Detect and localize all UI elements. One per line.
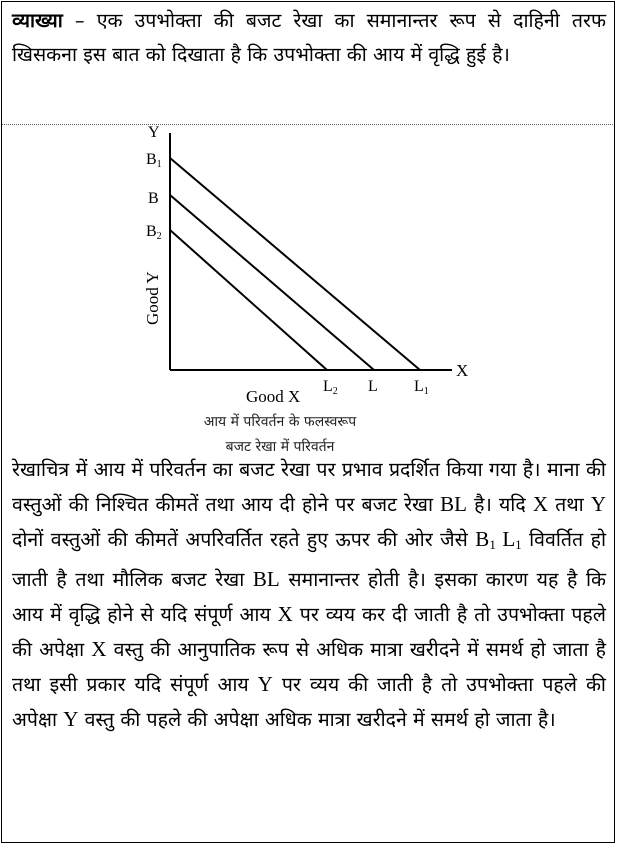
budget-line-b2l2 [170, 230, 327, 370]
intercept-l2: L2 [323, 378, 338, 397]
body-text: है। यदि [467, 493, 533, 516]
term-x: X [532, 492, 548, 516]
term-b1: B [475, 527, 490, 551]
term-b1-subscript: 1 [489, 537, 496, 552]
body-text: समानान्तर होती है। इसका कारण यह है कि आय में वृद्धि होने से यदि संपूर्ण आय [12, 568, 606, 626]
body-text: वस्तु की पहले की अपेक्षा अधिक मात्रा खरीदने में समर्थ हो जाता है। [78, 708, 556, 731]
term-y: Y [257, 672, 273, 696]
explanation-text: – एक उपभोक्ता की बजट रेखा का समानान्तर रूप से दाहिनी तरफ खिसकना इस बात को दिखाता है कि उपभोक्ता की आय में वृद्धि हुई है। [12, 9, 606, 66]
term-x: X [277, 602, 293, 626]
body-text: विवर्तित हो जाती है तथा मौलिक बजट रेखा [12, 528, 606, 591]
diagram-caption-line1: आय में परिवर्तन के फलस्वरूप [203, 414, 357, 430]
body-text: पर व्यय की जाती है तो उपभोक्ता पहले की अपेक्षा [12, 673, 606, 731]
term-l1: L [495, 527, 516, 551]
explanation-paragraph [12, 4, 606, 72]
body-paragraph [12, 453, 606, 737]
y-axis-label: Good Y [143, 271, 162, 325]
budget-line-diagram [130, 125, 490, 425]
term-bl: BL [252, 567, 280, 591]
budget-line-bl [170, 195, 374, 370]
body-text: तथा [547, 493, 591, 516]
intercept-b2: B2 [146, 223, 162, 242]
body-text: दोनों वस्तुओं की कीमतें अपरिवर्तित रहते हुए ऊपर की ओर जैसे [12, 528, 476, 551]
diagram-caption-line2: बजट रेखा में परिवर्तन [225, 439, 335, 455]
intercept-b: B [148, 190, 159, 207]
y-axis-letter: Y [148, 125, 160, 141]
term-x: X [91, 637, 107, 661]
body-text: पर व्यय कर दी जाती है तो उपभोक्ता पहले की अपेक्षा [12, 603, 606, 661]
intercept-b1: B1 [146, 151, 162, 170]
term-l1-subscript: 1 [515, 537, 522, 552]
term-y: Y [590, 492, 606, 516]
intercept-l: L [368, 378, 378, 395]
intercept-l1: L1 [414, 378, 429, 397]
body-text: वस्तु की आनुपातिक रूप से अधिक मात्रा खरीदने में समर्थ हो जाता है तथा इसी प्रकार यदि संपूर्ण आय [12, 638, 606, 696]
x-axis-letter: X [456, 361, 469, 380]
term-y: Y [63, 707, 79, 731]
body-text: रेखाचित्र में आय में परिवर्तन का बजट रेखा पर प्रभाव प्रदर्शित किया गया है। माना की वस्तुओं की निश्चित कीमतें तथा आय दी होने पर बजट रेखा [12, 458, 606, 516]
term-bl: BL [440, 492, 468, 516]
explanation-label: व्याख्या [12, 9, 63, 32]
x-axis-label: Good X [246, 387, 301, 406]
